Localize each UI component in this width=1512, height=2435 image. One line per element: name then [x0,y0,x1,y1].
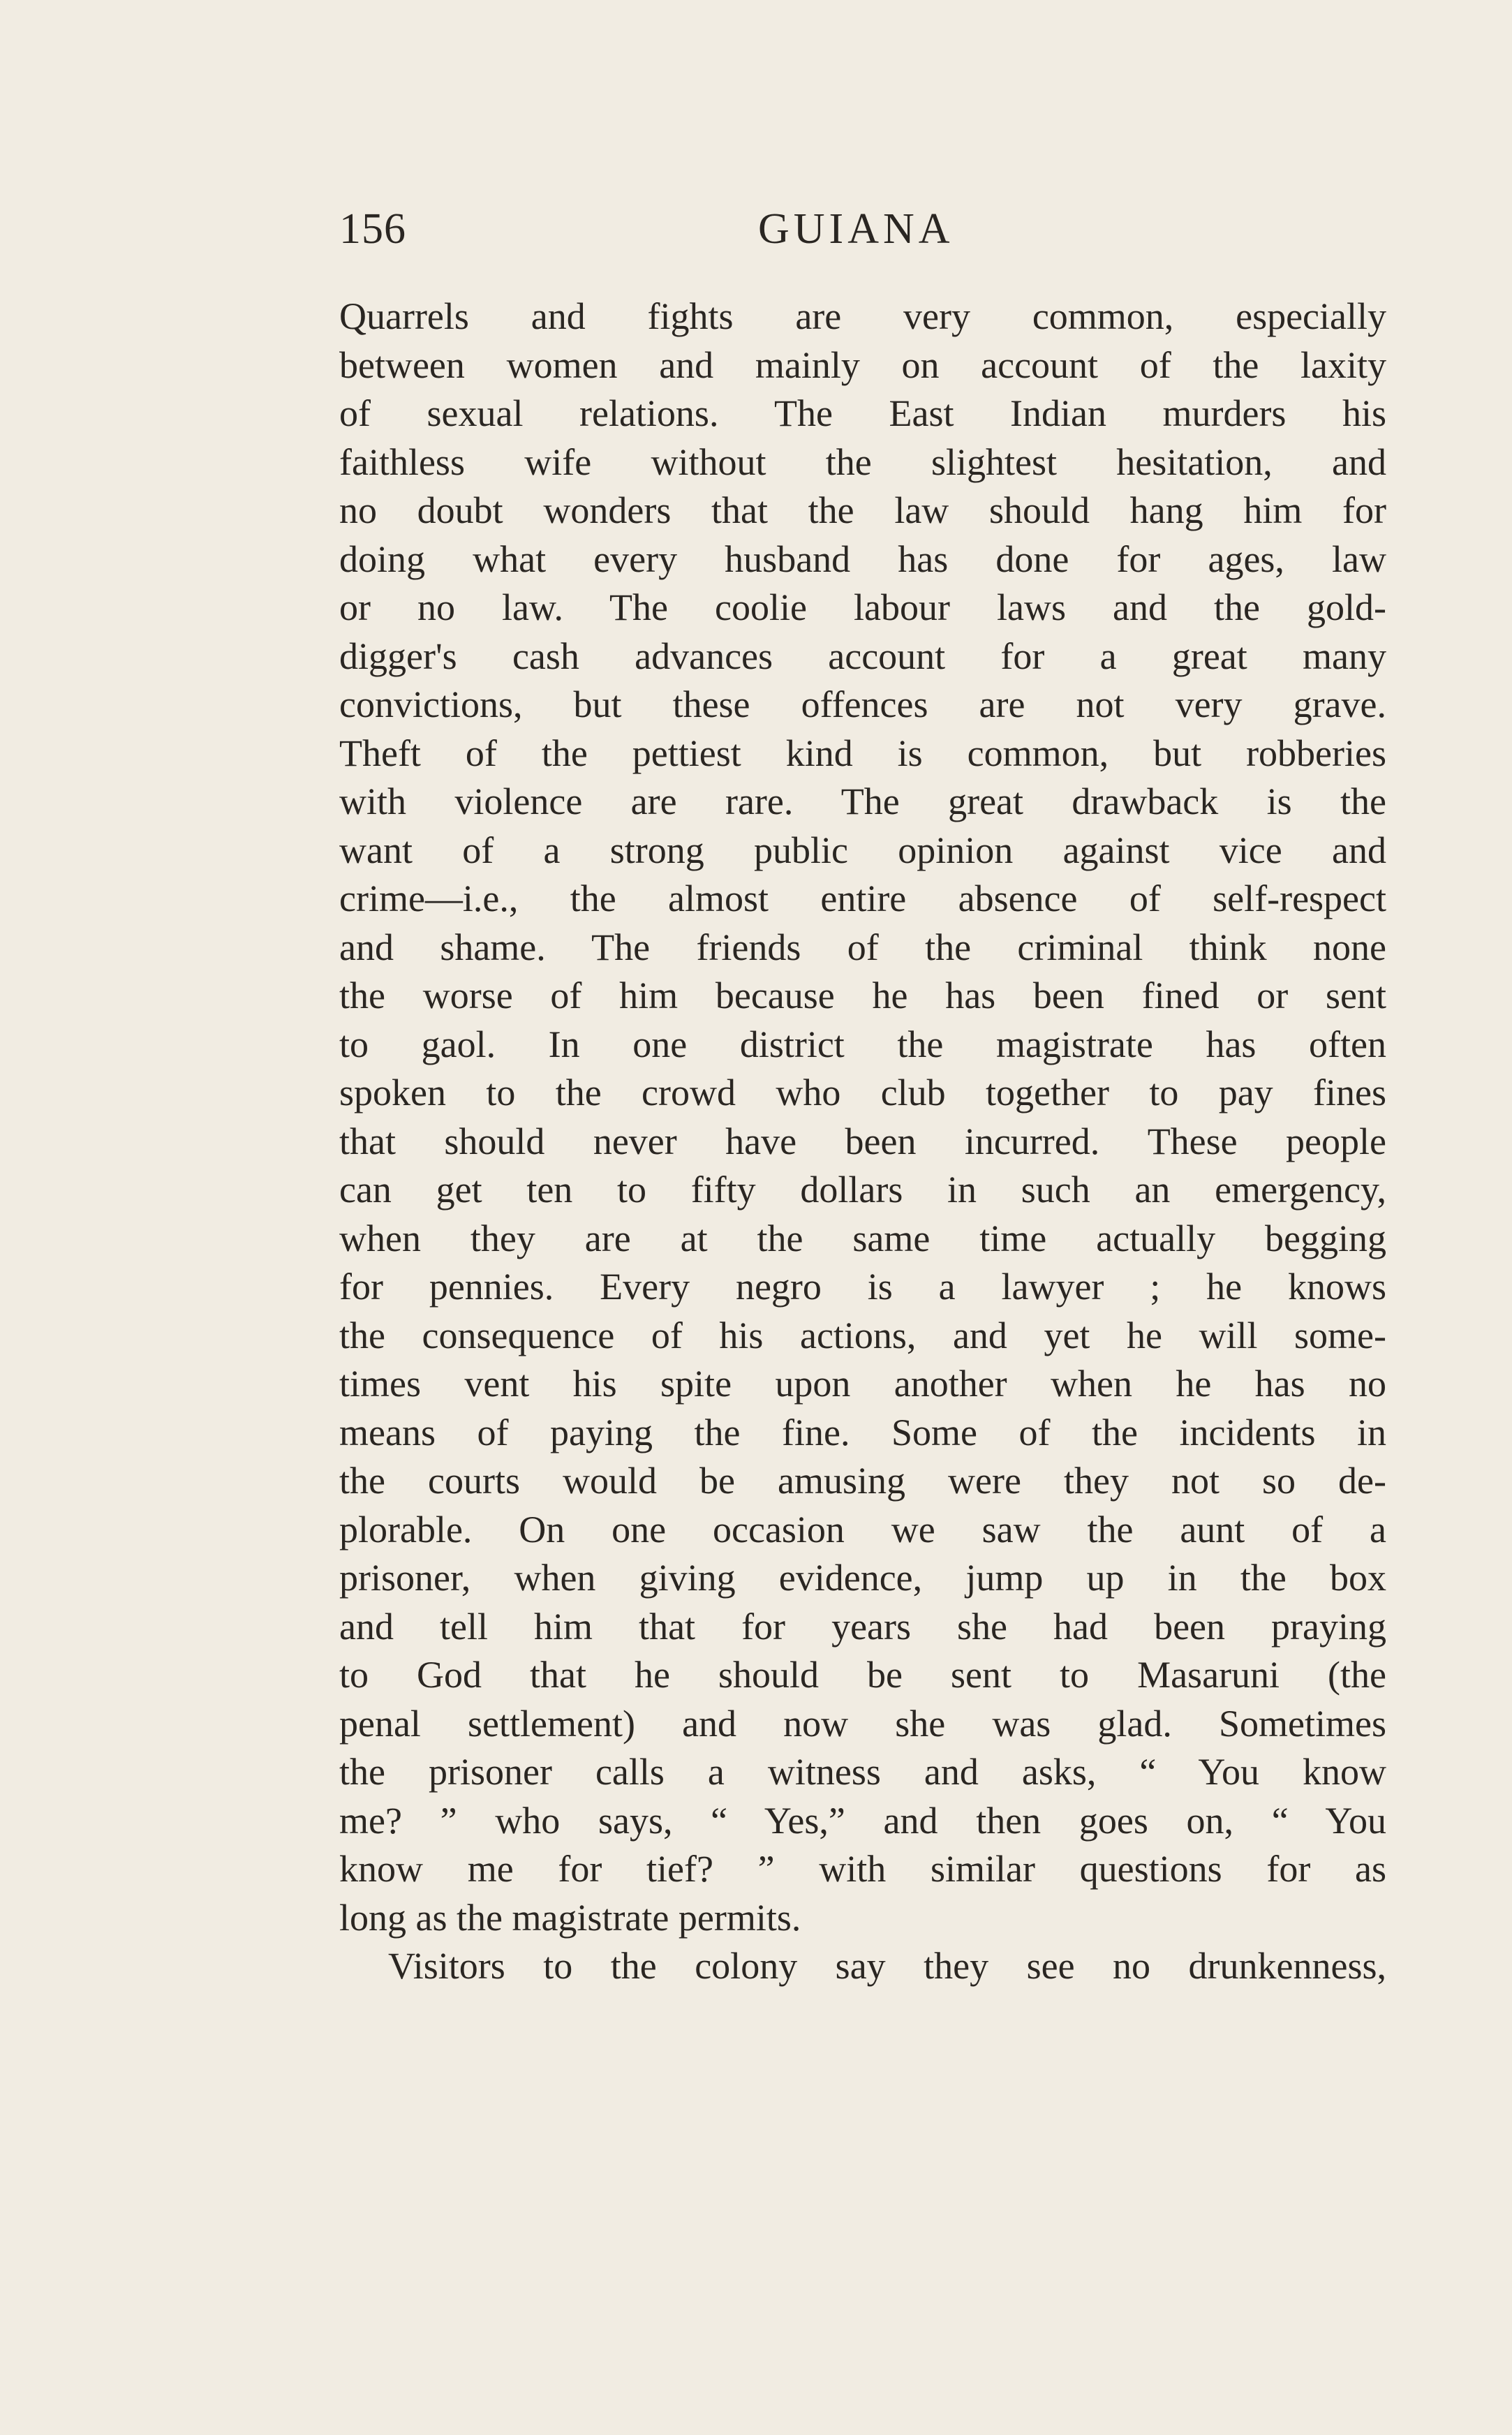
text-line: that should never have been incurred. These people [339,1120,1386,1162]
text-line: no doubt wonders that the law should hang him for [339,489,1386,531]
running-title: GUIANA [758,205,954,253]
text-line: plorable. On one occasion we saw the aunt of a [339,1508,1386,1550]
running-head [339,197,1386,260]
text-line: and shame. The friends of the criminal think none [339,926,1386,968]
text-line: long as the magistrate permits. [339,1896,801,1939]
text-line: spoken to the crowd who club together to pay fines [339,1072,1386,1113]
body-text [339,293,1386,1991]
text-line: to gaol. In one district the magistrate has often [339,1023,1386,1065]
text-line: convictions, but these offences are not very grave. [339,683,1386,725]
text-line: can get ten to fifty dollars in such an emergency, [339,1169,1386,1211]
text-line: Theft of the pettiest kind is common, but robberies [339,732,1386,774]
text-line: me? ” who says, “ Yes,” and then goes on, “ You [339,1799,1386,1842]
text-line: between women and mainly on account of the laxity [339,343,1386,386]
text-line: the prisoner calls a witness and asks, “ You know [339,1751,1386,1793]
text-line: know me for tief? ” with similar questions for as [339,1848,1386,1890]
text-line: and tell him that for years she had been praying [339,1605,1386,1648]
text-line: the worse of him because he has been fined or sent [339,975,1386,1016]
text-line: for pennies. Every negro is a lawyer ; he knows [339,1266,1386,1308]
text-line: with violence are rare. The great drawback is the [339,780,1386,822]
text-line: the courts would be amusing were they not so de- [339,1460,1386,1502]
text-line: when they are at the same time actually begging [339,1217,1386,1259]
text-line: or no law. The coolie labour laws and the gold- [339,586,1386,628]
text-line: Quarrels and fights are very common, especially [339,295,1386,337]
text-line: want of a strong public opinion against vice and [339,829,1386,871]
page-number: 156 [339,205,406,253]
text-line: means of paying the fine. Some of the incidents in [339,1411,1386,1453]
text-line: to God that he should be sent to Masaruni (the [339,1654,1386,1696]
text-line: Visitors to the colony say they see no drunkenness, [388,1945,1386,1987]
text-line: digger's cash advances account for a great many [339,635,1386,677]
text-line: of sexual relations. The East Indian murders his [339,392,1386,434]
text-line: doing what every husband has done for ages, law [339,538,1386,580]
text-line: the consequence of his actions, and yet he will some- [339,1314,1386,1356]
text-line: penal settlement) and now she was glad. Sometimes [339,1702,1386,1745]
text-line: crime—i.e., the almost entire absence of self-respect [339,878,1386,919]
text-line: prisoner, when giving evidence, jump up in the box [339,1557,1386,1599]
text-line: times vent his spite upon another when he has no [339,1363,1386,1405]
text-line: faithless wife without the slightest hesitation, and [339,441,1386,483]
